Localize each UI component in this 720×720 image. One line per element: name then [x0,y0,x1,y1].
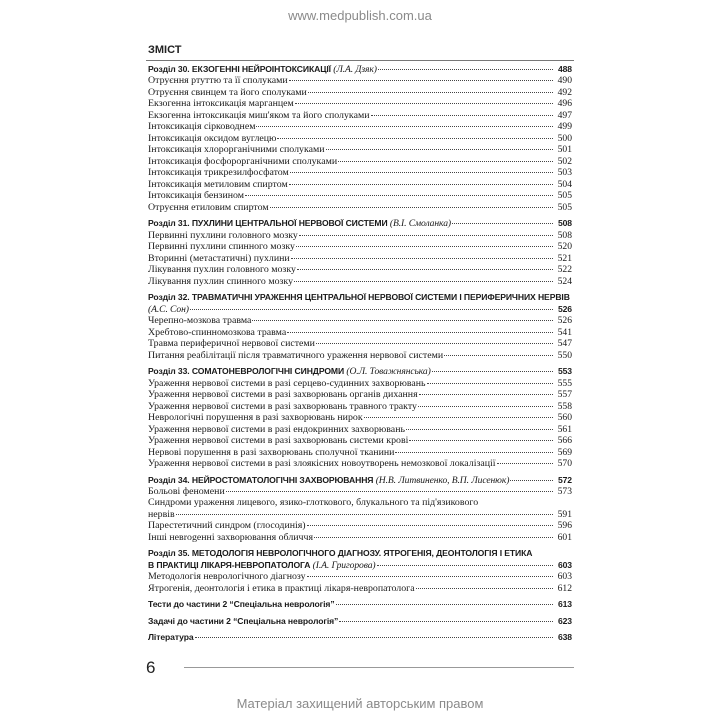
entry-page: 569 [557,446,572,458]
toc-entry[interactable] [148,190,572,202]
entry-label: Інтоксикація сірководнем [148,121,256,133]
entry-label: Ураження нервової системи в разі захворювань органів дихання [148,389,418,401]
entry-page: 603 [557,571,572,583]
entry-label: Інші невrogенні захворювання обличчя [148,531,314,543]
toc-section-33[interactable] [148,366,572,377]
entry-label: Лікування пухлин спинного мозку [148,275,294,287]
toc-entry[interactable] [148,121,572,133]
section-page: 553 [557,366,572,377]
dot-leader [444,355,553,356]
toc-entry[interactable] [148,338,572,350]
toc-entry[interactable] [148,571,572,583]
entry-page: 570 [557,458,572,470]
entry-label: Синдроми ураження лицевого, язико-глоткового, блукального та під'язикового [148,497,479,509]
dot-leader [416,588,553,589]
toc-entry[interactable] [148,87,572,99]
dot-leader [432,371,553,372]
toc-entry[interactable] [148,435,572,447]
entry-label: Отруєння свинцем та його сполуками [148,86,307,98]
entry-page: 524 [557,275,572,287]
dot-leader [270,207,553,208]
entry-label: Ураження нервової системи в разі серцево-судинних захворювань [148,377,426,389]
toc-entry[interactable] [148,520,572,532]
toc-entry[interactable] [148,583,572,595]
dot-leader [277,138,553,139]
entry-page: 522 [557,264,572,276]
dot-leader [307,525,553,526]
entry-label: Ураження нервової системи в разі ендокринних захворювань [148,423,405,435]
toc-section-34[interactable] [148,475,572,486]
dot-leader [190,309,553,310]
copyright-notice: Матеріал захищений авторським правом [236,696,484,711]
section-title: Розділ 30. ЕКЗОГЕННІ НЕЙРОІНТОКСИКАЦІЇ [148,64,331,74]
site-watermark-url: www.medpublish.com.ua [288,8,432,23]
section-author: (О.Л. Товажнянська) [346,366,431,378]
entry-page: 492 [557,86,572,98]
dot-leader [294,281,553,282]
dot-leader [371,115,554,116]
entry-label: Хребтово-спинномозкова травма [148,326,287,338]
table-of-contents [148,64,572,643]
entry-label: Первинні пухлини головного мозку [148,229,298,241]
section-title: Розділ 35. МЕТОДОЛОГІЯ НЕВРОЛОГІЧНОГО ДІАГНОЗУ. ЯТРОГЕНІЯ, ДЕОНТОЛОГІЯ І ЕТИКА [148,548,533,559]
entry-label: Нервові порушення в разі захворювань сполучної тканини [148,446,395,458]
entry-label: Екзогенна інтоксикація миш'яком та його сполуками [148,109,370,121]
entry-label: Інтоксикація оксидом вуглецю [148,132,277,144]
toc-entry[interactable] [148,167,572,179]
dot-leader [497,463,553,464]
entry-label: Інтоксикація фосфорорганічними сполуками [148,155,338,167]
entry-page: 566 [557,435,572,447]
page-number: 6 [146,658,156,677]
entry-page: 497 [557,109,572,121]
dot-leader [409,440,553,441]
entry-label: Ураження нервової системи в разі злоякісних новоутворень немозкової локалізації [148,458,496,470]
dot-leader [377,565,553,566]
section-page: 508 [557,218,572,229]
entry-page: 623 [557,615,572,626]
section-author: (Л.А. Дзяк) [333,64,377,75]
toc-entry[interactable] [148,497,572,520]
entry-page: 496 [557,98,572,110]
toc-entry[interactable] [148,447,572,459]
toc-entry[interactable] [148,350,572,362]
section-page: 526 [557,303,572,314]
entry-page: 505 [557,201,572,213]
entry-page: 504 [557,178,572,190]
entry-page: 557 [557,389,572,401]
entry-page: 501 [557,144,572,156]
entry-label: Методологія неврологічного діагнозу [148,571,306,583]
section-title: Розділ 33. СОМАТОНЕВРОЛОГІЧНІ СИНДРОМИ [148,366,345,377]
toc-section-32[interactable] [148,292,572,315]
toc-entry[interactable] [148,110,572,122]
entry-label: Ураження нервової системи в разі захворювань системи крові [148,435,409,447]
dot-leader [316,343,553,344]
dot-leader [291,258,553,259]
dot-leader [289,80,553,81]
entry-page: 502 [557,155,572,167]
section-author: (І.А. Григорова) [312,559,376,571]
entry-page: 490 [557,75,572,87]
section-title: Розділ 31. ПУХЛИНИ ЦЕНТРАЛЬНОЇ НЕРВОВОЇ СИСТЕМИ [148,218,388,229]
toc-entry[interactable] [148,144,572,156]
dot-leader [290,172,553,173]
header-rule [146,60,574,61]
dot-leader [339,621,553,622]
entry-label: Екзогенна інтоксикація марганцем [148,98,294,110]
toc-literature[interactable] [148,632,572,643]
toc-entry[interactable] [148,486,572,498]
entry-page: 541 [557,326,572,338]
dot-leader [287,332,553,333]
entry-page: 561 [557,423,572,435]
toc-section-30[interactable] [148,64,572,75]
dot-leader [295,103,553,104]
toc-entry[interactable] [148,230,572,242]
entry-page: 555 [557,377,572,389]
dot-leader [308,92,553,93]
section-author: (В.І. Смоланка) [389,218,451,230]
toc-tasks[interactable] [148,616,572,627]
dot-leader [326,149,553,150]
entry-label: Отруєння етиловим спиртом [148,201,269,213]
dot-leader [245,195,553,196]
dot-leader [256,126,553,127]
section-page: 488 [557,64,572,74]
toc-entry[interactable] [148,424,572,436]
dot-leader [297,269,553,270]
entry-page: 573 [557,485,572,497]
toc-entry[interactable] [148,389,572,401]
section-page: 603 [557,559,572,570]
toc-entry[interactable] [148,202,572,214]
entry-page: 560 [557,412,572,424]
entry-page: 520 [557,241,572,253]
entry-page: 547 [557,338,572,350]
entry-label: Первинні пухлини спинного мозку [148,241,295,253]
dot-leader [226,491,553,492]
entry-page: 503 [557,167,572,179]
toc-section-31[interactable] [148,218,572,229]
entry-label-continued: нервів [148,508,175,520]
toc-entry[interactable] [148,75,572,87]
toc-tests[interactable] [148,599,572,610]
entry-label: Інтоксикація хлорорганічними сполуками [148,144,325,156]
entry-label: Ятрогенія, деонтологія і етика в практиці лікаря-невропатолога [148,582,415,594]
toc-entry[interactable] [148,264,572,276]
entry-label: Тести до частини 2 “Спеціальна неврологія” [148,599,335,610]
entry-label: Вторинні (метастатичні) пухлини [148,252,290,264]
toc-entry[interactable] [148,532,572,544]
entry-page: 596 [557,520,572,532]
dot-leader [336,604,553,605]
entry-label: Задачі до частини 2 “Спеціальна неврологія” [148,615,339,626]
entry-label: Література [148,632,194,643]
dot-leader [418,406,553,407]
section-title: Розділ 32. ТРАВМАТИЧНІ УРАЖЕННЯ ЦЕНТРАЛЬНОЇ НЕРВОВОЇ СИСТЕМИ І ПЕРИФЕРИЧНИХ НЕРВІВ [148,292,570,303]
dot-leader [338,161,553,162]
entry-label: Черепно-мозкова травма [148,315,252,327]
toc-entry[interactable] [148,458,572,470]
entry-page: 508 [557,229,572,241]
dot-leader [395,452,553,453]
section-title: Розділ 34. НЕЙРОСТОМАТОЛОГІЧНІ ЗАХВОРЮВАННЯ [148,474,374,485]
dot-leader [176,514,553,515]
dot-leader [510,480,553,481]
entry-page: 613 [557,599,572,610]
dot-leader [195,637,553,638]
toc-entry[interactable] [148,133,572,145]
entry-page: 601 [557,531,572,543]
dot-leader [289,184,553,185]
toc-entry[interactable] [148,378,572,390]
toc-entry[interactable] [148,412,572,424]
entry-label: Отруєння ртуттю та її сполуками [148,75,288,87]
toc-entry[interactable] [148,327,572,339]
entry-label: Інтоксикація метиловим спиртом [148,178,288,190]
entry-label: Парестетичний синдром (глосодинія) [148,520,306,532]
entry-page: 591 [557,508,572,520]
entry-page: 550 [557,349,572,361]
toc-entry[interactable] [148,253,572,265]
toc-entry[interactable] [148,241,572,253]
entry-label: Інтоксикація трикрезилфосфатом [148,167,289,179]
entry-label: Ураження нервової системи в разі захворювань травного тракту [148,400,417,412]
running-head: ЗМІСТ [148,44,182,56]
toc-entry[interactable] [148,98,572,110]
toc-section-35[interactable] [148,548,572,571]
dot-leader [364,417,553,418]
dot-leader [299,235,553,236]
entry-page: 500 [557,132,572,144]
section-author: (А.С. Сон) [148,303,189,315]
entry-label: Інтоксикація бензином [148,190,245,202]
dot-leader [419,394,553,395]
dot-leader [452,223,553,224]
section-author: (Н.В. Литвиненко, В.П. Лисенюк) [375,474,510,486]
toc-entry[interactable] [148,179,572,191]
entry-page: 526 [557,315,572,327]
entry-page: 499 [557,121,572,133]
entry-label: Неврологічні порушення в разі захворювань нирок [148,412,363,424]
footer-rule [184,667,574,668]
entry-page: 558 [557,400,572,412]
dot-leader [252,320,553,321]
section-page: 572 [557,474,572,485]
entry-page: 638 [557,632,572,643]
dot-leader [307,576,553,577]
dot-leader [378,69,553,70]
section-title-continued: В ПРАКТИЦІ ЛІКАРЯ-НЕВРОПАТОЛОГА [148,559,311,570]
dot-leader [296,246,553,247]
dot-leader [314,537,553,538]
dot-leader [427,383,553,384]
entry-page: 612 [557,582,572,594]
entry-label: Питання реабілітації після травматичного ураження нервової системи [148,349,444,361]
toc-entry[interactable] [148,156,572,168]
entry-page: 521 [557,252,572,264]
toc-entry[interactable] [148,315,572,327]
entry-label: Травма периферичної нервової системи [148,338,315,350]
dot-leader [406,429,553,430]
entry-label: Больові феномени [148,485,225,497]
entry-page: 505 [557,190,572,202]
toc-entry[interactable] [148,401,572,413]
toc-entry[interactable] [148,276,572,288]
entry-label: Лікування пухлин головного мозку [148,264,296,276]
